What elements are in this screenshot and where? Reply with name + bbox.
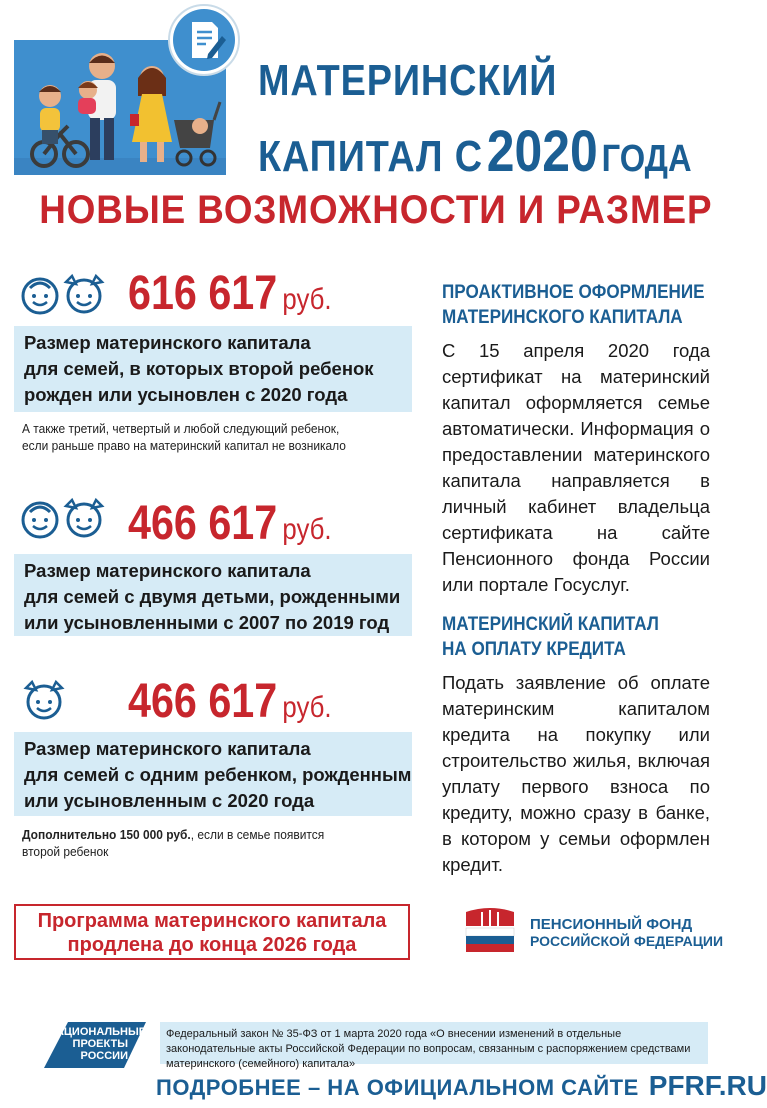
info-line: рожден или усыновлен с 2020 года: [24, 384, 348, 405]
title-line-1: МАТЕРИНСКИЙ: [258, 56, 558, 105]
section-proactive-text: С 15 апреля 2020 года сертификат на материнский капитал оформляется семье автоматически. Информация о предоставлении материнского капитала направляется в личный кабинет владельца сертификата на сайте Пенсионного фонда России или портале Госуслуг.: [442, 340, 710, 595]
info-line: Размер материнского капитала: [24, 332, 311, 353]
program-extended-box: [14, 904, 410, 960]
site-url-link[interactable]: PFRF.RU: [648, 1070, 767, 1101]
section-credit-title: [442, 612, 659, 662]
info-line: или усыновленными с 2007 по 2019 год: [24, 612, 390, 633]
info-line: для семей, в которых второй ребенок: [24, 358, 374, 379]
note-additional-payment: [22, 826, 324, 860]
np-line: НАЦИОНАЛЬНЫЕ: [48, 1026, 147, 1038]
document-icon: [168, 4, 240, 76]
section-title-line: НА ОПЛАТУ КРЕДИТА: [442, 639, 626, 660]
info-box-one-child: [14, 732, 412, 816]
note-third-child: [22, 420, 346, 454]
title-line-2: [258, 118, 692, 185]
section-title-line: МАТЕРИНСКОГО КАПИТАЛА: [442, 307, 683, 328]
info-line: Размер материнского капитала: [24, 560, 311, 581]
info-line: Размер материнского капитала: [24, 738, 311, 759]
amount-value: 466 617: [128, 497, 278, 550]
np-line: ПРОЕКТЫ: [72, 1038, 128, 1050]
section-credit-text: Подать заявление об оплате материнским капиталом кредита на покупку или строительство жилья, включая уплату первого взноса по кредиту, можно сразу в банке, в котором у семьи оформлен кредит.: [442, 672, 710, 875]
girl-face-icon: [22, 678, 66, 722]
girl-face-icon: [62, 496, 106, 540]
title-word-year: ГОДА: [601, 138, 692, 180]
site-label: ПОДРОБНЕЕ – НА ОФИЦИАЛЬНОМ САЙТЕ: [156, 1075, 639, 1100]
currency-label: руб.: [282, 513, 332, 546]
title-year: 2020: [486, 119, 598, 184]
official-site-line: [156, 1070, 767, 1102]
note-line: второй ребенок: [22, 844, 109, 859]
np-line: РОССИИ: [80, 1050, 128, 1062]
amount-466617-one-child: [128, 674, 332, 729]
info-line: или усыновленным с 2020 года: [24, 790, 315, 811]
pfr-name: [530, 917, 723, 949]
national-projects-text: [48, 1026, 147, 1062]
amount-value: 466 617: [128, 675, 278, 728]
child-face-icon: [18, 496, 62, 540]
currency-label: руб.: [282, 283, 332, 316]
program-line: продлена до конца 2026 года: [67, 934, 357, 956]
amount-616617: [128, 266, 332, 321]
note-text: , если в семье появится: [190, 827, 325, 842]
info-line: для семей с одним ребенком, рожденным: [24, 764, 412, 785]
note-line: если раньше право на материнский капитал не возникало: [22, 438, 346, 453]
section-title-line: МАТЕРИНСКИЙ КАПИТАЛ: [442, 614, 659, 635]
amount-value: 616 617: [128, 267, 278, 320]
subtitle: НОВЫЕ ВОЗМОЖНОСТИ И РАЗМЕР: [39, 188, 713, 232]
section-title-line: ПРОАКТИВНОЕ ОФОРМЛЕНИЕ: [442, 282, 705, 303]
note-line: А также третий, четвертый и любой следующий ребенок,: [22, 421, 340, 436]
child-face-icon: [18, 272, 62, 316]
info-box-second-child: [14, 326, 412, 412]
amount-466617-two-children: [128, 496, 332, 551]
info-line: для семей с двумя детьми, рожденными: [24, 586, 401, 607]
program-line: Программа материнского капитала: [37, 910, 387, 932]
info-box-two-children: [14, 554, 412, 636]
girl-face-icon: [62, 272, 106, 316]
federal-law-note: Федеральный закон № 35-ФЗ от 1 марта 2020 года «О внесении изменений в отдельные законодательные акты Российской Федерации по вопросам, связанным с распоряжением средствами материнского (семейного) капитала»: [160, 1022, 708, 1064]
title-word-capital: КАПИТАЛ С: [258, 132, 483, 181]
pfr-logo-icon: [462, 908, 518, 954]
currency-label: руб.: [282, 691, 332, 724]
note-bold: Дополнительно 150 000 руб.: [22, 827, 191, 842]
pfr-name-line: РОССИЙСКОЙ ФЕДЕРАЦИИ: [530, 933, 724, 949]
section-proactive-title: [442, 280, 705, 330]
pfr-name-line: ПЕНСИОННЫЙ ФОНД: [530, 916, 693, 933]
